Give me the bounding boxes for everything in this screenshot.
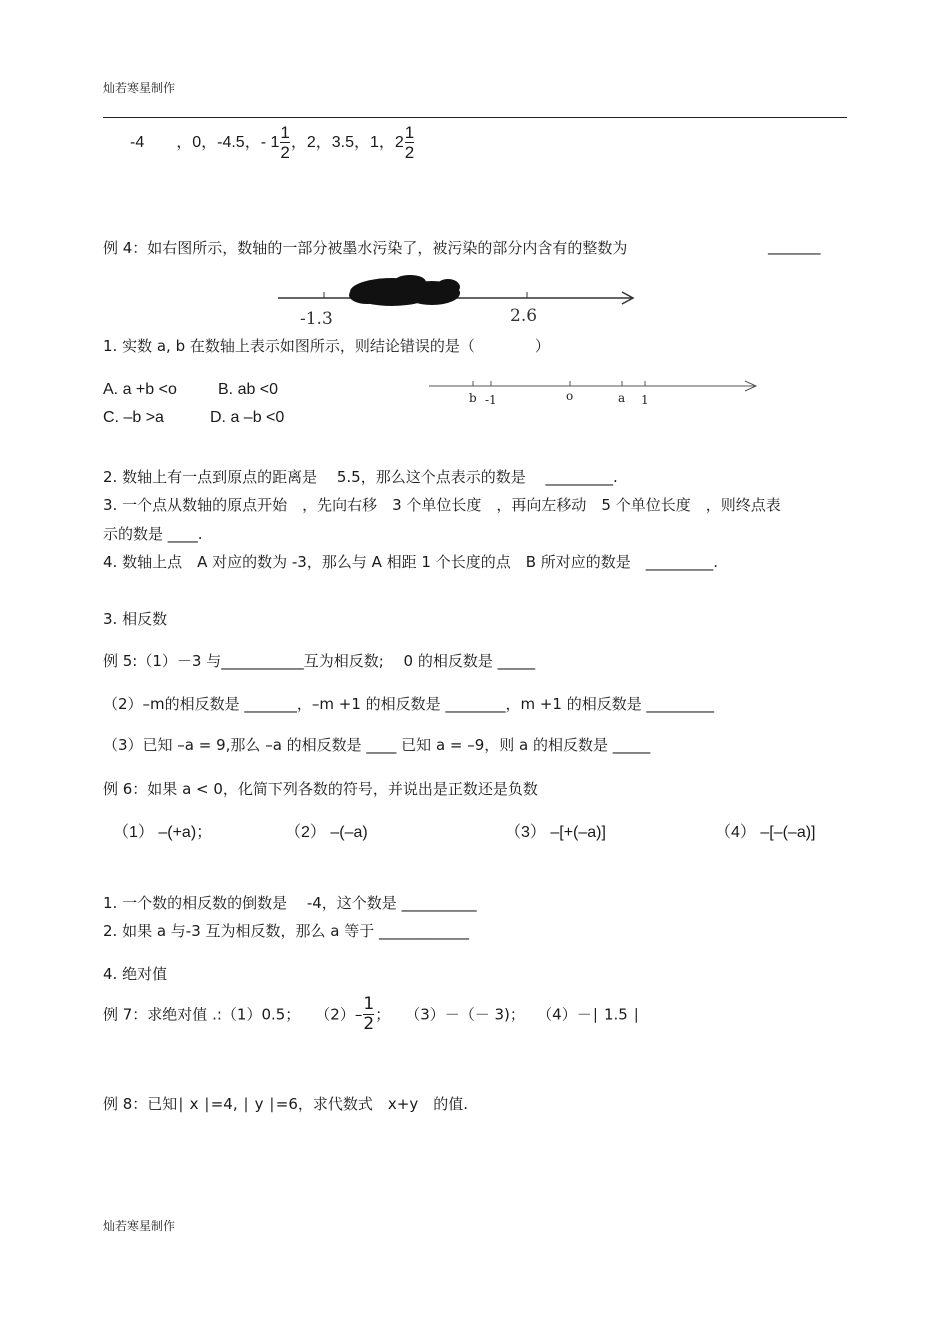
example-7-part2: ； （3）－（－ 3)； （4）－∣ 1.5 ∣ (375, 1005, 641, 1024)
ab-number-line (425, 372, 765, 412)
practice-2-text: 2. 如果 a 与-3 互为相反数，那么 a 等于 ____________ (103, 922, 470, 940)
numbers-middle: ，2，3.5，1，2 (290, 134, 404, 152)
fraction-neg-half: $\frac{1}{2}$ (363, 994, 375, 1034)
axis-label-b: b (469, 391, 477, 405)
section-4-title: 4. 绝对值 (103, 965, 168, 983)
example-7-text (103, 996, 640, 1034)
option-c: C. –b >a (103, 409, 164, 426)
fraction-two-and-half: $\frac{1}{2}$ (404, 123, 415, 162)
numbers-prefix: -4 ，0，-4.5，- 1 (130, 134, 280, 152)
axis-label-right: 2.6 (510, 306, 538, 326)
question-2-text: 2. 数轴上有一点到原点的距离是 5.5，那么这个点表示的数是 _________. (103, 468, 618, 486)
example-5-line1: 例 5:（1）－3 与___________互为相反数; 0 的相反数是 _____ (103, 652, 536, 670)
example-6-item-1: （1） –(+a)； (113, 824, 213, 841)
question-4-text: 4. 数轴上点 A 对应的数为 -3，那么与 A 相距 1 个长度的点 B 所对应的数是 _________. (103, 553, 719, 571)
example-4-text: 例 4：如右图所示，数轴的一部分被墨水污染了，被污染的部分内含有的整数为 (103, 239, 628, 257)
page-header: 灿若寒星制作 (103, 81, 176, 95)
example-6-item-3: （3） –[+(–a)] (505, 824, 606, 841)
axis-label-minus-one: -1 (485, 393, 497, 407)
example-5-line2: （2）–m的相反数是 _______，–m +1 的相反数是 ________，m +1 的相反数是 _________ (103, 695, 714, 713)
axis-label-origin: o (566, 389, 574, 403)
axis-label-a: a (618, 391, 626, 405)
section-3-title: 3. 相反数 (103, 610, 168, 628)
example-6-item-2: （2） –(–a) (285, 824, 368, 841)
ink-number-line (272, 268, 642, 328)
question-3-text-line2: 示的数是 ____. (103, 525, 203, 543)
axis-label-one: 1 (641, 393, 649, 407)
header-rule (103, 117, 847, 118)
ink-blot-icon (349, 275, 460, 306)
page-footer: 灿若寒星制作 (103, 1219, 176, 1233)
example-6-item-4: （4） –[–(–a)] (715, 824, 816, 841)
option-a: A. a +b <o (103, 381, 177, 398)
axis-label-left: -1.3 (300, 309, 333, 328)
option-d: D. a –b <0 (210, 409, 285, 426)
practice-1-text: 1. 一个数的相反数的倒数是 -4，这个数是 __________ (103, 894, 477, 912)
example-6-text: 例 6：如果 a < 0，化简下列各数的符号，并说出是正数还是负数 (103, 780, 538, 798)
example-8-text: 例 8：已知∣ x ∣=4, ∣ y ∣=6，求代数式 x+y 的值. (103, 1095, 468, 1113)
example-5-line3: （3）已知 –a = 9,那么 –a 的相反数是 ____ 已知 a = –9，则 a 的相反数是 _____ (103, 736, 651, 754)
example-4-blank: _______ (768, 237, 821, 255)
question-3-text-line1: 3. 一个点从数轴的原点开始 ，先向右移 3 个单位长度 ，再向左移动 5 个单位长度 ，则终点表 (103, 496, 781, 514)
question-1-text: 1. 实数 a, b 在数轴上表示如图所示，则结论错误的是（ ） (103, 337, 550, 355)
fraction-one-half: $\frac{1}{2}$ (280, 123, 290, 162)
numbers-row (130, 124, 415, 162)
example-7-part1: 例 7：求绝对值 .:（1）0.5； （2）– (103, 1005, 363, 1024)
option-b: B. ab <0 (218, 381, 279, 398)
